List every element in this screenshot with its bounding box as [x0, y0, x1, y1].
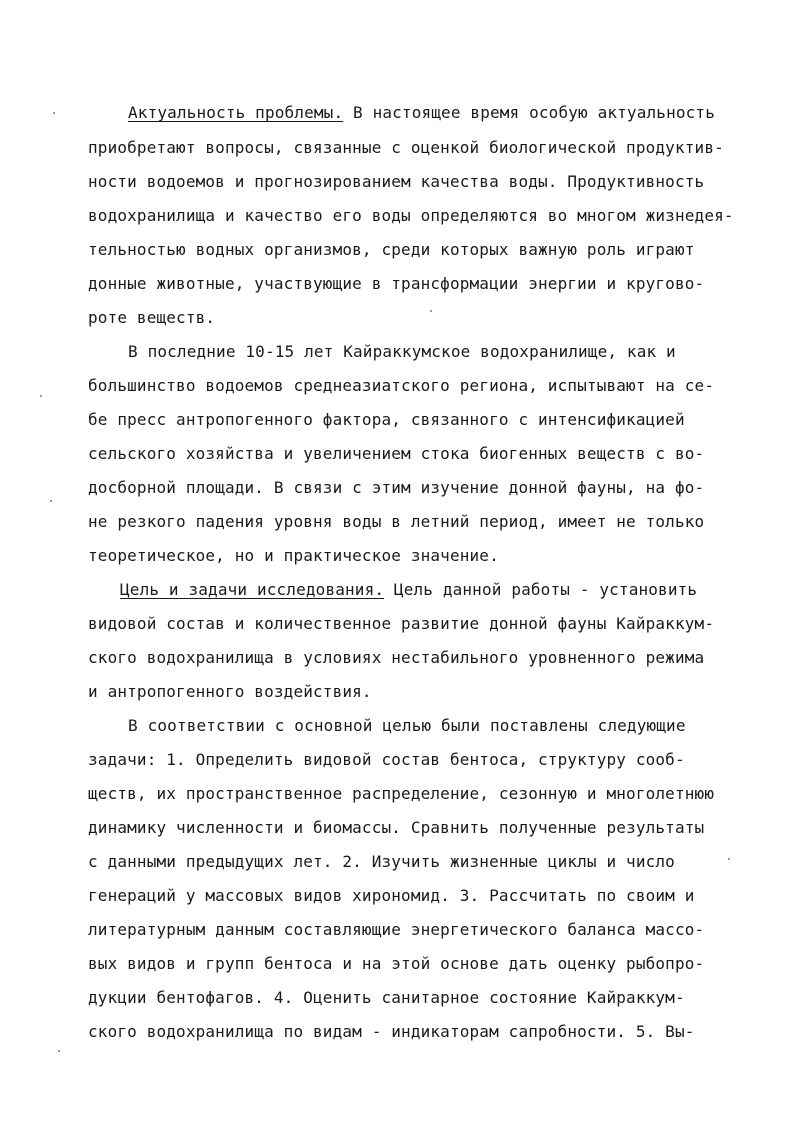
paragraph-1-line-7: роте веществ. — [88, 308, 216, 327]
paragraph-3-line-1 — [120, 575, 748, 605]
paragraph-2-line-6: не резкого падения уровня воды в летний период, имеет не только — [88, 512, 705, 531]
paragraph-4-line-8: вых видов и групп бентоса и на этой основе дать оценку рыбопро- — [88, 954, 705, 973]
paragraph-1-line-2: приобретают вопросы, связанные с оценкой биологической продуктив- — [88, 138, 724, 157]
scan-speck — [430, 310, 432, 312]
paragraph-4-line-2: задачи: 1. Определить видовой состав бентоса, структуру сооб- — [88, 750, 685, 769]
scan-speck — [728, 858, 730, 860]
paragraph-4-line-10: ского водохранилища по видам - индикаторам сапробности. 5. Вы- — [88, 1022, 695, 1041]
paragraph-2-line-5: досборной площади. В связи с этим изучение донной фауны, на фо- — [88, 478, 705, 497]
paragraph-4-line-7: литературным данным составляющие энергетического баланса массо- — [88, 920, 705, 939]
paragraph-2-line-2: большинство водоемов среднеазиатского региона, испытывают на се- — [88, 376, 715, 395]
section-heading-relevance: Актуальность проблемы. — [128, 103, 344, 122]
paragraph-2-line-3: бе пресс антропогенного фактора, связанного с интенсификацией — [88, 410, 685, 429]
paragraph-2-line-4: сельского хозяйства и увеличением стока биогенных веществ с во- — [88, 444, 705, 463]
paragraph-4-line-5: с данными предыдущих лет. 2. Изучить жизненные циклы и число — [88, 852, 675, 871]
paragraph-3-line-3: ского водохранилища в условиях нестабильного уровненного режима — [88, 648, 705, 667]
scan-speck — [40, 395, 42, 397]
scan-speck — [58, 1050, 60, 1052]
section-heading-goals: Цель и задачи исследования. — [120, 580, 385, 599]
paragraph-3-line-4: и антропогенного воздействия. — [88, 682, 372, 701]
paragraph-1-text: В настоящее время особую актуальность — [343, 103, 715, 122]
paragraph-4-line-9: дукции бентофагов. 4. Оценить санитарное состояние Кайраккум- — [88, 988, 685, 1007]
paragraph-4-line-6: генераций у массовых видов хирономид. 3. Рассчитать по своим и — [88, 886, 695, 905]
paragraph-1-line-3: ности водоемов и прогнозированием качества воды. Продуктивность — [88, 172, 705, 191]
scan-speck — [50, 500, 52, 502]
paragraph-1-line-5: тельностью водных организмов, среди которых важную роль играют — [88, 240, 695, 259]
paragraph-2-line-1: В последние 10-15 лет Кайраккумское водохранилище, как и — [128, 342, 676, 361]
scan-speck — [53, 112, 55, 114]
paragraph-4-line-3: ществ, их пространственное распределение, сезонную и многолетнюю — [88, 784, 715, 803]
paragraph-2-line-7: теоретическое, но и практическое значение. — [88, 546, 499, 565]
paragraph-3-text: Цель данной работы - установить — [384, 580, 698, 599]
paragraph-1-line-4: водохранилища и качество его воды определяются во многом жизнедея- — [88, 206, 734, 225]
paragraph-3-line-2: видовой состав и количественное развитие донной фауны Кайраккум- — [88, 614, 715, 633]
paragraph-4-line-4: динамику численности и биомассы. Сравнить полученные результаты — [88, 818, 705, 837]
paragraph-1-line-1 — [128, 98, 748, 128]
paragraph-4-line-1: В соответствии с основной целью были поставлены следующие — [128, 716, 686, 735]
paragraph-1-line-6: донные животные, участвующие в трансформации энергии и кругово- — [88, 274, 705, 293]
